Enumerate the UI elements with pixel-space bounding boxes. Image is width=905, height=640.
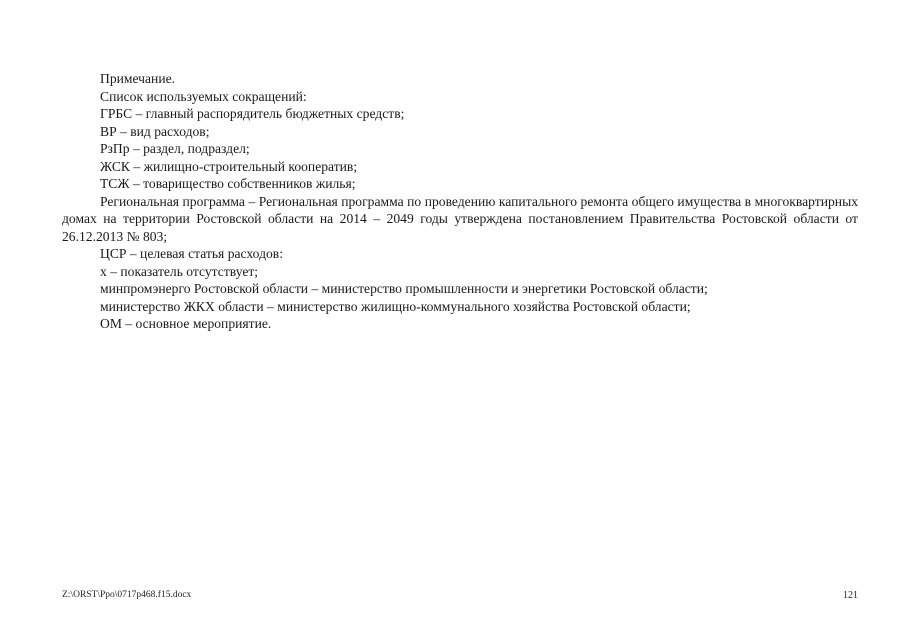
abbreviation-tsr: ЦСР – целевая статья расходов: bbox=[100, 246, 283, 261]
abbreviation-ministry-zhkh: министерство ЖКХ области – министерство жилищно-коммунального хозяйства Ростовской области; bbox=[100, 298, 691, 314]
abbreviation-x: х – показатель отсутствует; bbox=[100, 263, 259, 279]
abbreviation-regional-program: Региональная программа – Региональная программа по проведению капитального ремонта общего имущества в многоквартирных домах на территории Ростовской области на 2014 – 2049 годы утверждена постановлением Правительства Ростовской области от 26.12.2013 № 803; bbox=[62, 193, 858, 244]
abbreviation-rzpr: РзПр – раздел, подраздел; bbox=[100, 141, 250, 156]
notes-heading: Примечание. bbox=[100, 71, 176, 86]
abbreviation-minpromenergo: минпромэнерго Ростовской области – министерство промышленности и энергетики Ростовской области; bbox=[100, 281, 708, 296]
footer-file-path: Z:\ORST\Ppo\0717p468.f15.docx bbox=[62, 590, 192, 600]
abbreviation-vr: ВР – вид расходов; bbox=[100, 123, 210, 139]
abbreviation-tszh: ТСЖ – товарищество собственников жилья; bbox=[100, 176, 356, 191]
abbreviation-zhsk: ЖСК – жилищно-строительный кооператив; bbox=[100, 158, 358, 174]
footer-page-number: 121 bbox=[843, 590, 858, 601]
abbreviation-grbs: ГРБС – главный распорядитель бюджетных средств; bbox=[100, 106, 405, 121]
abbreviations-heading: Список используемых сокращений: bbox=[100, 88, 307, 104]
notes-section bbox=[62, 70, 858, 333]
abbreviation-om: ОМ – основное мероприятие. bbox=[100, 316, 272, 331]
